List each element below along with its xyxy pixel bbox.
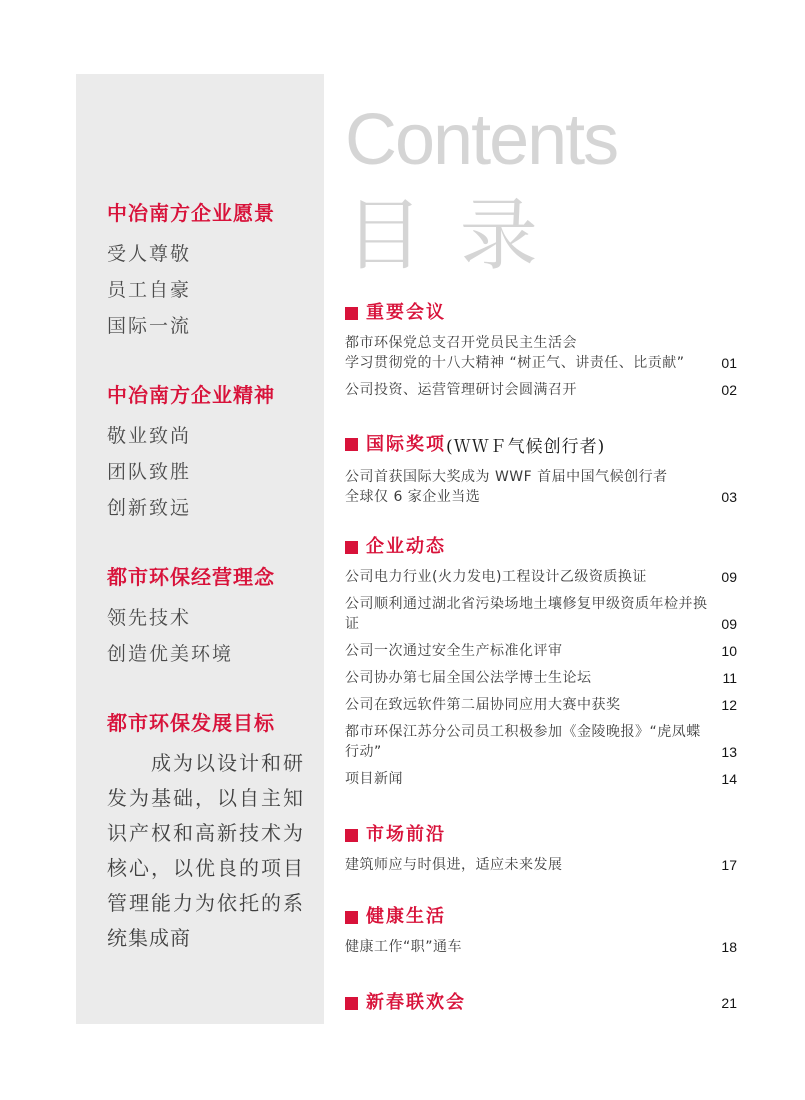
section-page-number: 21 (721, 995, 737, 1011)
toc-entry (345, 333, 737, 373)
toc-entry (345, 567, 737, 587)
sidebar-group-items (107, 418, 304, 526)
entry-title-line: 健康工作“职”通车 (345, 939, 463, 955)
entry-page-number: 11 (722, 670, 737, 686)
entry-title-line: 公司一次通过安全生产标准化评审 (345, 643, 563, 659)
toc-entry (345, 641, 737, 661)
red-square-bullet-icon (345, 307, 358, 320)
entry-title (345, 641, 563, 661)
section-heading-row (345, 825, 737, 845)
section-heading: 市场前沿 (366, 824, 446, 845)
red-square-bullet-icon (345, 438, 358, 451)
entry-page-number: 02 (721, 382, 737, 398)
sidebar-group-heading: 中冶南方企业精神 (107, 383, 275, 407)
section-heading: 重要会议 (366, 302, 446, 323)
toc-sections (345, 303, 737, 1013)
section-heading: 国际奖项 (366, 433, 446, 455)
sidebar-paragraph: 成为以设计和研发为基础，以自主知识产权和高新技术为核心，以优良的项目管理能力为依托的系统集成商 (107, 751, 304, 950)
section-entries (345, 333, 737, 400)
sidebar-group (107, 712, 304, 956)
entry-title (345, 333, 684, 373)
toc-section (345, 993, 737, 1013)
entry-title-line: 公司电力行业(火力发电)工程设计乙级资质换证 (345, 569, 647, 585)
toc-entry (345, 380, 737, 400)
section-entries (345, 855, 737, 875)
section-heading-row (345, 303, 737, 323)
entry-title-line: 全球仅 6 家企业当选 (345, 489, 481, 505)
sidebar-panel (76, 74, 324, 1024)
toc-entry (345, 695, 737, 715)
section-heading-suffix: (ＷＷＦ气候创行者) (446, 437, 606, 457)
entry-title (345, 380, 577, 400)
entry-title (345, 855, 563, 875)
toc-entry (345, 769, 737, 789)
entry-title (345, 695, 621, 715)
section-heading: 企业动态 (366, 536, 446, 557)
sidebar-item: 创造优美环境 (107, 643, 234, 665)
entry-title (345, 594, 709, 634)
entry-title-line: 都市环保党总支召开党员民主生活会 (345, 335, 577, 351)
sidebar-item: 员工自豪 (107, 279, 192, 301)
entry-title-line: 公司在致远软件第二届协同应用大赛中获奖 (345, 697, 621, 713)
entry-page-number: 09 (721, 569, 737, 585)
red-square-bullet-icon (345, 911, 358, 924)
entry-page-number: 14 (721, 771, 737, 787)
section-heading: 健康生活 (366, 906, 446, 927)
section-entries (345, 467, 737, 507)
toc-entry (345, 594, 737, 634)
sidebar-group-heading: 都市环保经营理念 (107, 565, 275, 589)
entry-page-number: 09 (721, 616, 737, 632)
entry-page-number: 13 (721, 744, 737, 760)
toc-section (345, 537, 737, 789)
entry-page-number: 18 (721, 939, 737, 955)
sidebar-item: 国际一流 (107, 315, 192, 337)
section-entries (345, 567, 737, 789)
toc-entry (345, 467, 737, 507)
entry-title-line: 都市环保江苏分公司员工积极参加《金陵晚报》“虎凤蝶行动” (345, 724, 701, 760)
contents-title-cn: 目 录 (345, 191, 544, 281)
toc-section (345, 907, 737, 957)
entry-title (345, 722, 709, 762)
entry-title-line: 公司协办第七届全国公法学博士生论坛 (345, 670, 592, 686)
section-heading-row (345, 907, 737, 927)
section-entries (345, 937, 737, 957)
sidebar-item: 创新致远 (107, 497, 192, 519)
sidebar-group (107, 202, 304, 344)
sidebar-group-heading: 中冶南方企业愿景 (107, 201, 275, 225)
toc-section (345, 303, 737, 400)
toc-entry (345, 937, 737, 957)
toc-section (345, 432, 737, 507)
entry-title-line: 项目新闻 (345, 771, 403, 787)
sidebar-item: 领先技术 (107, 607, 192, 629)
red-square-bullet-icon (345, 829, 358, 842)
red-square-bullet-icon (345, 997, 358, 1010)
section-heading-row (345, 537, 737, 557)
sidebar-group (107, 566, 304, 672)
entry-title-line: 建筑师应与时俱进，适应未来发展 (345, 857, 563, 873)
sidebar-groups (107, 202, 304, 956)
toc-entry (345, 668, 737, 688)
entry-title (345, 769, 403, 789)
section-heading: 新春联欢会 (366, 992, 466, 1013)
section-heading-row (345, 993, 737, 1013)
entry-page-number: 01 (721, 355, 737, 371)
section-heading-row (345, 432, 737, 457)
sidebar-group-items (107, 746, 304, 956)
entry-title (345, 467, 668, 507)
entry-title-line: 公司首获国际大奖成为 WWF 首届中国气候创行者 (345, 469, 668, 485)
entry-page-number: 10 (721, 643, 737, 659)
sidebar-group-items (107, 600, 304, 672)
sidebar-group-items (107, 236, 304, 344)
sidebar-item: 受人尊敬 (107, 243, 192, 265)
toc-entry (345, 722, 737, 762)
entry-page-number: 12 (721, 697, 737, 713)
entry-title (345, 567, 647, 587)
sidebar-item: 敬业致尚 (107, 425, 192, 447)
red-square-bullet-icon (345, 541, 358, 554)
entry-title-line: 学习贯彻党的十八大精神 “树正气、讲责任、比贡献” (345, 355, 685, 371)
entry-title-line: 公司顺利通过湖北省污染场地土壤修复甲级资质年检并换证 (345, 596, 708, 632)
toc-entry (345, 855, 737, 875)
entry-title-line: 公司投资、运营管理研讨会圆满召开 (345, 382, 577, 398)
sidebar-group (107, 384, 304, 526)
entry-title (345, 668, 592, 688)
toc-section (345, 825, 737, 875)
entry-page-number: 17 (721, 857, 737, 873)
sidebar-item: 团队致胜 (107, 461, 192, 483)
sidebar-group-heading: 都市环保发展目标 (107, 711, 275, 735)
contents-page (345, 0, 737, 1013)
contents-title-en: Contents (345, 100, 618, 180)
entry-title (345, 937, 462, 957)
entry-page-number: 03 (721, 489, 737, 505)
